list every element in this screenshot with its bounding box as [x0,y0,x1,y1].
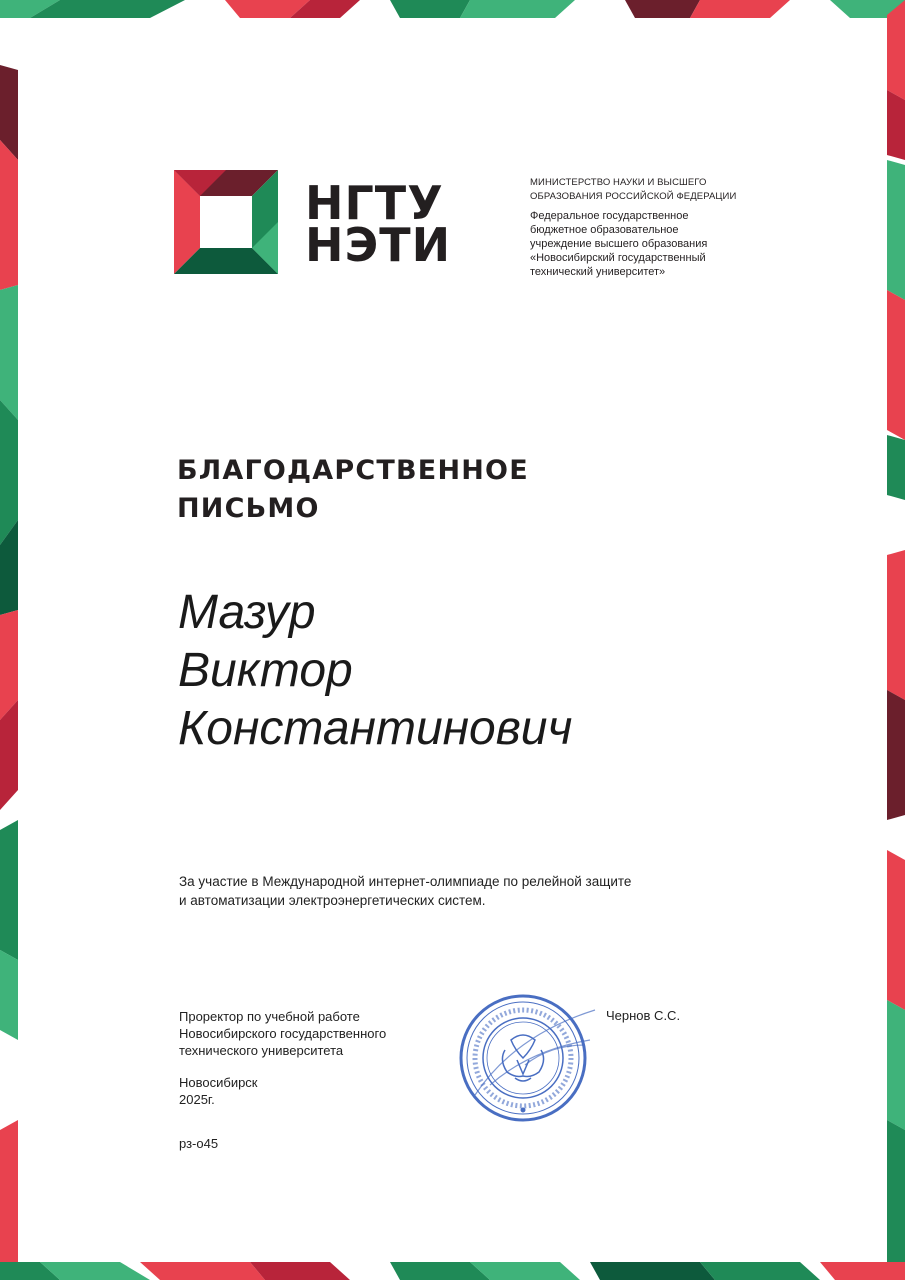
official-seal-icon [455,990,605,1125]
document-title [177,452,529,528]
institution-line-3: учреждение высшего образования [530,238,708,250]
signer-name: Чернов С.С. [606,1008,681,1023]
institution-line-5: технический университет» [530,266,666,278]
award-reason [179,872,631,910]
ministry-caps-1: МИНИСТЕРСТВО НАУКИ И ВЫСШЕГО [530,177,707,188]
document-number: рз-о45 [179,1136,219,1151]
recipient-surname: Мазур [178,586,316,639]
recipient-patronymic: Константинович [178,702,573,755]
logo-wordmark [305,176,452,272]
place-and-date [179,1074,258,1108]
signer-line-3: технического университета [179,1043,344,1058]
title-line-1: БЛАГОДАРСТВЕННОЕ [177,455,529,486]
signer-line-2: Новосибирского государственного [179,1026,387,1041]
institution-line-1: Федеральное государственное [530,210,689,222]
signer-line-1: Проректор по учебной работе [179,1009,360,1024]
reason-line-1: За участие в Международной интернет-олимпиаде по релейной защите [179,874,632,889]
year: 2025г. [179,1092,215,1107]
ministry-block [530,176,760,279]
institution-line-2: бюджетное образовательное [530,224,679,236]
recipient-name [178,584,572,758]
ngtu-logo-mark-icon [174,170,278,274]
city: Новосибирск [179,1075,258,1090]
institution-line-4: «Новосибирский государственный [530,252,706,264]
title-line-2: ПИСЬМО [177,493,320,524]
recipient-first-name: Виктор [178,644,353,697]
logo-line-2: НЭТИ [305,218,452,272]
signer-position [179,1008,386,1059]
ministry-caps-2: ОБРАЗОВАНИЯ РОССИЙСКОЙ ФЕДЕРАЦИИ [530,191,737,202]
logo-line-1: НГТУ [305,176,444,230]
reason-line-2: и автоматизации электроэнергетических систем. [179,893,486,908]
